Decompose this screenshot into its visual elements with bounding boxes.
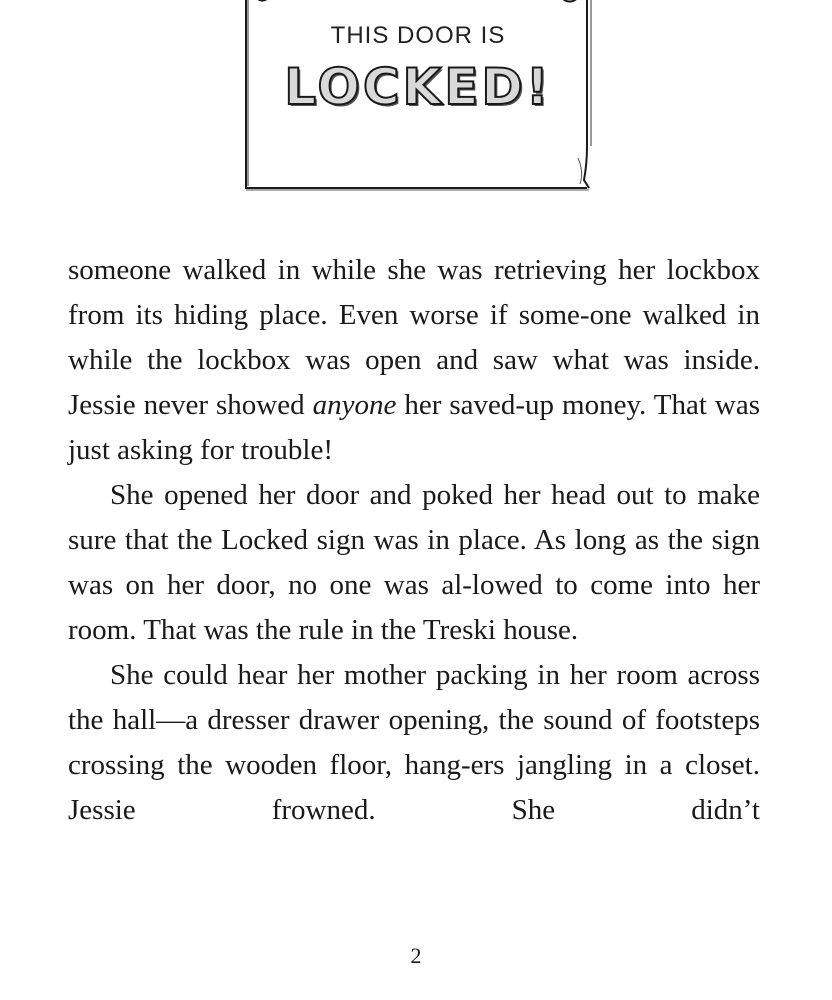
paragraph-3: She could hear her mother packing in her room across the hall—a dresser drawer opening, the sound of footsteps crossing the wooden floor, hang-ers jangling in a closet. Jessie frowned. She didn’t [68,659,760,826]
sign-line-2: LOCKED! [284,58,552,116]
body-text [68,248,760,833]
page-number: 2 [410,943,422,968]
paragraph-1 [68,248,760,473]
locked-door-sign [244,0,592,192]
paragraph-1-end: her saved-up money. That was just asking for trouble! [68,389,760,466]
paragraph-2: She opened her door and poked her head out to make sure that the Locked sign was in place. As long as the sign was on her door, no one was al-lowed to come into her room. That was the rule in the Treski house. [68,479,760,646]
paragraph-1-start: someone walked in while she was retrieving her lockbox from its hiding place. Even worse if some-one walked in while the lockbox was open and saw what was inside. Jessie never showed [68,254,760,421]
sign-line-1: THIS DOOR IS [330,22,506,49]
emphasis-anyone: anyone [312,389,397,421]
